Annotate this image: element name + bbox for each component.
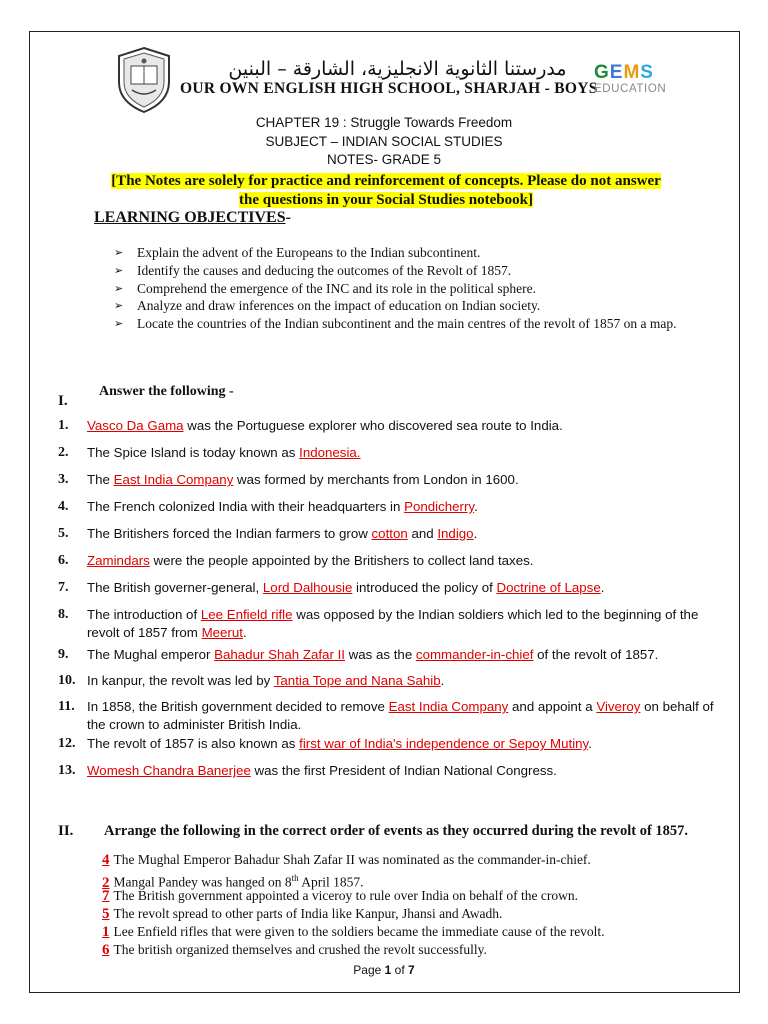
- arrow-bullet-icon: ➢: [114, 299, 124, 313]
- chapter-title: CHAPTER 19 : Struggle Towards Freedom: [255, 115, 513, 130]
- question-fragment: and appoint a: [508, 699, 597, 714]
- order-item: [102, 905, 502, 923]
- question-item: [58, 525, 730, 543]
- question-number: 13.: [58, 763, 76, 778]
- objective-item: [114, 297, 728, 315]
- gems-logo: [594, 62, 666, 95]
- arrow-bullet-icon: ➢: [114, 263, 124, 277]
- question-text: [87, 552, 730, 570]
- order-text-end: April 1857.: [298, 874, 364, 890]
- school-name: OUR OWN ENGLISH HIGH SCHOOL, SHARJAH - BOYS: [180, 80, 598, 97]
- order-number: 5: [102, 906, 110, 922]
- question-fragment: .: [588, 736, 592, 751]
- order-item: [102, 923, 605, 941]
- answer-text: Zamindars: [87, 553, 150, 568]
- question-fragment: introduced the policy of: [352, 580, 497, 595]
- question-text: [87, 735, 730, 753]
- question-number: 4.: [58, 499, 69, 514]
- order-number: 7: [102, 888, 110, 904]
- answer-text: Doctrine of Lapse: [496, 580, 601, 595]
- question-number: 9.: [58, 647, 69, 662]
- section-1-number: I.: [58, 393, 68, 409]
- question-fragment: The revolt of 1857 is also known as: [87, 736, 300, 751]
- question-number: 7.: [58, 580, 69, 595]
- question-fragment: was the Portuguese explorer who discovered sea route to India.: [183, 418, 563, 433]
- question-fragment: In 1858, the British government decided to remove: [87, 699, 389, 714]
- question-number: 1.: [58, 418, 69, 433]
- question-item: [58, 698, 730, 734]
- answer-text: Meerut: [201, 625, 243, 640]
- page-footer: Page 1 of 7: [353, 963, 415, 977]
- question-item: [58, 552, 730, 570]
- school-name-arabic: مدرستنا الثانوية الانجليزية، الشارقة – البنين: [228, 58, 567, 80]
- learning-objectives-heading: LEARNING OBJECTIVES-: [94, 209, 291, 226]
- answer-text: Lord Dalhousie: [262, 580, 353, 595]
- arrow-bullet-icon: ➢: [114, 281, 124, 295]
- answer-text: cotton: [371, 526, 408, 541]
- question-item: [58, 471, 730, 489]
- answer-text: Viveroy: [596, 699, 641, 714]
- gems-letter: G: [594, 62, 610, 83]
- order-number: 1: [102, 924, 110, 940]
- question-text: [87, 471, 730, 489]
- question-fragment: .: [474, 499, 478, 514]
- question-item: [58, 672, 730, 690]
- question-item: [58, 762, 730, 780]
- answer-text: Womesh Chandra Banerjee: [87, 763, 251, 778]
- section-1-title: Answer the following -: [99, 384, 234, 399]
- question-item: [58, 735, 730, 753]
- answer-text: commander-in-chief: [415, 647, 534, 662]
- question-text: [87, 698, 730, 734]
- question-text: [87, 672, 730, 690]
- question-text: [87, 444, 730, 462]
- question-number: 8.: [58, 607, 69, 622]
- question-number: 12.: [58, 736, 76, 751]
- gems-logo-sub: EDUCATION: [594, 83, 667, 95]
- gems-letter: M: [623, 62, 641, 83]
- question-fragment: was the first President of Indian National Congress.: [250, 763, 557, 778]
- question-fragment: The Spice Island is today known as: [87, 445, 300, 460]
- section-2-number: II.: [58, 823, 74, 839]
- answer-text: East India Company: [113, 472, 234, 487]
- gems-logo-word: [594, 62, 666, 84]
- objectives-list: [114, 244, 728, 333]
- order-number: 2: [102, 874, 110, 891]
- question-fragment: .: [473, 526, 478, 541]
- answer-text: Indonesia.: [299, 445, 361, 460]
- question-fragment: of the revolt of 1857.: [533, 647, 659, 662]
- answer-text: Pondicherry: [404, 499, 475, 514]
- objective-text: Analyze and draw inferences on the impact of education on Indian society.: [137, 298, 541, 314]
- gems-letter: S: [640, 62, 654, 83]
- question-number: 2.: [58, 445, 69, 460]
- question-number: 5.: [58, 526, 69, 541]
- question-fragment: .: [600, 580, 605, 595]
- question-text: [87, 762, 730, 780]
- question-fragment: The Mughal emperor: [87, 647, 215, 662]
- question-fragment: The British governer-general,: [87, 580, 263, 595]
- arrow-bullet-icon: ➢: [114, 246, 124, 259]
- question-fragment: on behalf of the crown to administer British India.: [87, 699, 714, 732]
- question-number: 3.: [58, 472, 69, 487]
- question-fragment: The Britishers forced the Indian farmers to grow: [87, 526, 372, 541]
- question-number: 10.: [58, 673, 76, 688]
- order-number: 6: [102, 942, 110, 958]
- answer-text: first war of India's independence or Sepoy Mutiny: [299, 736, 589, 751]
- arrow-bullet-icon: ➢: [114, 317, 124, 331]
- order-text: The British government appointed a viceroy to rule over India on behalf of the crown.: [113, 888, 578, 903]
- answer-text: East India Company: [388, 699, 509, 714]
- question-text: [87, 606, 730, 642]
- question-fragment: The French colonized India with their headquarters in: [87, 499, 405, 514]
- objective-item: [114, 262, 728, 280]
- superscript: th: [291, 873, 299, 883]
- order-text: The Mughal Emperor Bahadur Shah Zafar II was nominated as the commander-in-chief.: [113, 852, 591, 867]
- order-text: The revolt spread to other parts of India like Kanpur, Jhansi and Awadh.: [113, 906, 503, 921]
- question-fragment: was as the: [344, 647, 416, 662]
- question-item: [58, 444, 730, 462]
- section-2-title: Arrange the following in the correct order of events as they occurred during the revolt of 1857.: [104, 823, 689, 839]
- question-fragment: The introduction of: [87, 607, 201, 622]
- question-item: [58, 646, 730, 664]
- question-fragment: was formed by merchants from London in 1600.: [233, 472, 519, 487]
- question-fragment: and: [407, 526, 438, 541]
- question-text: [87, 498, 730, 516]
- order-number: 4: [102, 852, 110, 868]
- question-text: [87, 646, 730, 664]
- order-item: [102, 887, 578, 905]
- question-item: [58, 498, 730, 516]
- order-text: Mangal Pandey was hanged on 8: [113, 874, 292, 890]
- disclaimer-line-1: [The Notes are solely for practice and reinforcement of concepts. Please do not answer: [111, 173, 661, 189]
- notes-title: NOTES- GRADE 5: [326, 152, 442, 167]
- objective-text: Explain the advent of the Europeans to the Indian subcontinent.: [137, 245, 481, 260]
- question-fragment: The: [87, 472, 114, 487]
- disclaimer-line-2: the questions in your Social Studies notebook]: [239, 192, 533, 208]
- school-crest-icon: [115, 46, 173, 114]
- gems-letter: E: [609, 62, 624, 83]
- answer-text: Vasco Da Gama: [87, 418, 184, 433]
- order-text: The british organized themselves and crushed the revolt successfully.: [113, 942, 487, 957]
- question-item: [58, 606, 730, 642]
- order-item: [102, 851, 591, 869]
- objective-item: [114, 280, 728, 298]
- question-item: [58, 579, 730, 597]
- objective-text: Locate the countries of the Indian subcontinent and the main centres of the revolt of 1857 on a map.: [137, 316, 677, 332]
- answer-text: Bahadur Shah Zafar II: [214, 647, 345, 662]
- question-number: 6.: [58, 553, 69, 568]
- question-text: [87, 579, 730, 597]
- answer-text: Tantia Tope and Nana Sahib: [273, 673, 441, 688]
- subject-title: SUBJECT – INDIAN SOCIAL STUDIES: [265, 134, 503, 149]
- objective-text: Identify the causes and deducing the outcomes of the Revolt of 1857.: [137, 262, 512, 278]
- question-fragment: In kanpur, the revolt was led by: [87, 673, 274, 688]
- objective-item: [114, 244, 728, 262]
- question-number: 11.: [58, 699, 75, 714]
- question-fragment: was opposed by the Indian soldiers which led to the beginning of the revolt of 1857 from: [87, 607, 699, 640]
- answer-text: Indigo: [437, 526, 474, 541]
- objective-text: Comprehend the emergence of the INC and its role in the political sphere.: [137, 280, 537, 296]
- question-text: [87, 525, 730, 543]
- question-item: [58, 417, 730, 435]
- answer-text: Lee Enfield rifle: [200, 607, 293, 622]
- question-fragment: were the people appointed by the Britishers to collect land taxes.: [149, 553, 534, 568]
- objective-item: [114, 315, 728, 333]
- question-fragment: .: [440, 673, 445, 688]
- question-text: [87, 417, 730, 435]
- order-item: [102, 941, 487, 959]
- question-fragment: .: [242, 625, 247, 640]
- order-text: Lee Enfield rifles that were given to the soldiers became the immediate cause of the revolt.: [113, 924, 605, 939]
